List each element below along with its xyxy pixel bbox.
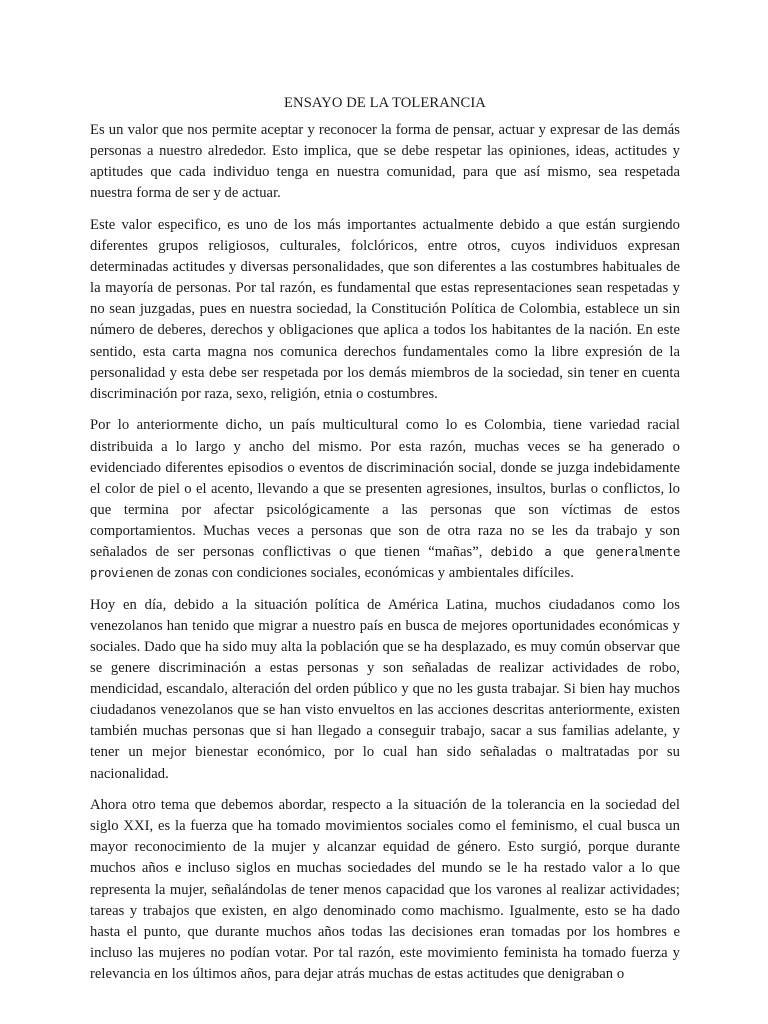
document-title: ENSAYO DE LA TOLERANCIA [284, 95, 486, 111]
paragraph-3-text-end: de zonas con condiciones sociales, económicas y ambientales difíciles. [153, 565, 574, 582]
paragraph-5: Ahora otro tema que debemos abordar, respecto a la situación de la tolerancia en la sociedad del siglo XXI, es la fuerza que ha tomado movimientos sociales como el feminismo, el cual busca un mayor reconocimiento de la mujer y alcanzar equidad de género. Esto surgió, porque durante muchos años e incluso siglos en muchas sociedades del mundo se le ha restado valor a lo que representa la mujer, señalándolas de tener menos capacidad que los varones al realizar actividades; tareas y trabajos que existen, en algo denominado como machismo. Igualmente, esto se ha dado hasta el punto, que durante muchos años todas las decisiones eran tomadas por los hombres e incluso las mujeres no podían votar. Por tal razón, este movimiento feminista ha tomado fuerza y relevancia en los últimos años, para dejar atrás muchas de estas actitudes que denigraban o [90, 797, 680, 982]
paragraph-1: Es un valor que nos permite aceptar y reconocer la forma de pensar, actuar y expresar de las demás personas a nuestro alrededor. Esto implica, que se debe respetar las opiniones, ideas, actitudes y aptitudes que cada individuo tenga en nuestra comunidad, para que así mismo, sea respetada nuestra forma de ser y de actuar. [90, 122, 680, 202]
paragraph-3 [90, 415, 680, 584]
paragraph-4: Hoy en día, debido a la situación política de América Latina, muchos ciudadanos como los venezolanos han tenido que migrar a nuestro país en busca de mejores oportunidades económicas y sociales. Dado que ha sido muy alta la población que se ha desplazado, es muy común observar que se genere discriminación a estas personas y son señaladas de realizar actividades de robo, mendicidad, escandalo, alteración del orden público y que no les gusta trabajar. Si bien hay muchos ciudadanos venezolanos que se han visto envueltos en las acciones descritas anteriormente, existen también muchas personas que si han llegado a conseguir trabajo, sacar a sus familias adelante, y tener un mejor bienestar económico, por lo cual han sido señaladas o maltratadas por su nacionalidad. [90, 596, 680, 782]
paragraph-2: Este valor especifico, es uno de los más importantes actualmente debido a que están surgiendo diferentes grupos religiosos, culturales, folclóricos, entre otros, cuyos individuos expresan determinadas actitudes y diversas personalidades, que son diferentes a las costumbres habituales de la mayoría de personas. Por tal razón, es fundamental que estas representaciones sean respetadas y no sean juzgadas, pues en nuestra sociedad, la Constitución Política de Colombia, establece un sin número de deberes, derechos y obligaciones que aplica a todos los habitantes de la nación. En este sentido, esta carta magna nos comunica derechos fundamentales como la libre expresión de la personalidad y esta debe ser respetada por los demás miembros de la sociedad, sin tener en cuenta discriminación por raza, sexo, religión, etnia o costumbres. [90, 216, 680, 402]
paragraph-3-text-start: Por lo anteriormente dicho, un país multicultural como lo es Colombia, tiene variedad racial distribuida a lo largo y ancho del mismo. Por esta razón, muchas veces se ha generado o evidenciado diferentes episodios o eventos de discriminación social, donde se juzga indebidamente el color de piel o el acento, llevando a que se presenten agresiones, insultos, burlas o conflictos, lo que termina por afectar psicológicamente a las personas que son víctimas de estos comportamientos. Muchas veces a personas que son de otra raza no se les da trabajo y son señalados de ser personas conflictivas o que tienen “mañas”, [90, 417, 680, 560]
paragraph-3-alt-font-text: debido a que generalmente provienen [90, 544, 680, 581]
